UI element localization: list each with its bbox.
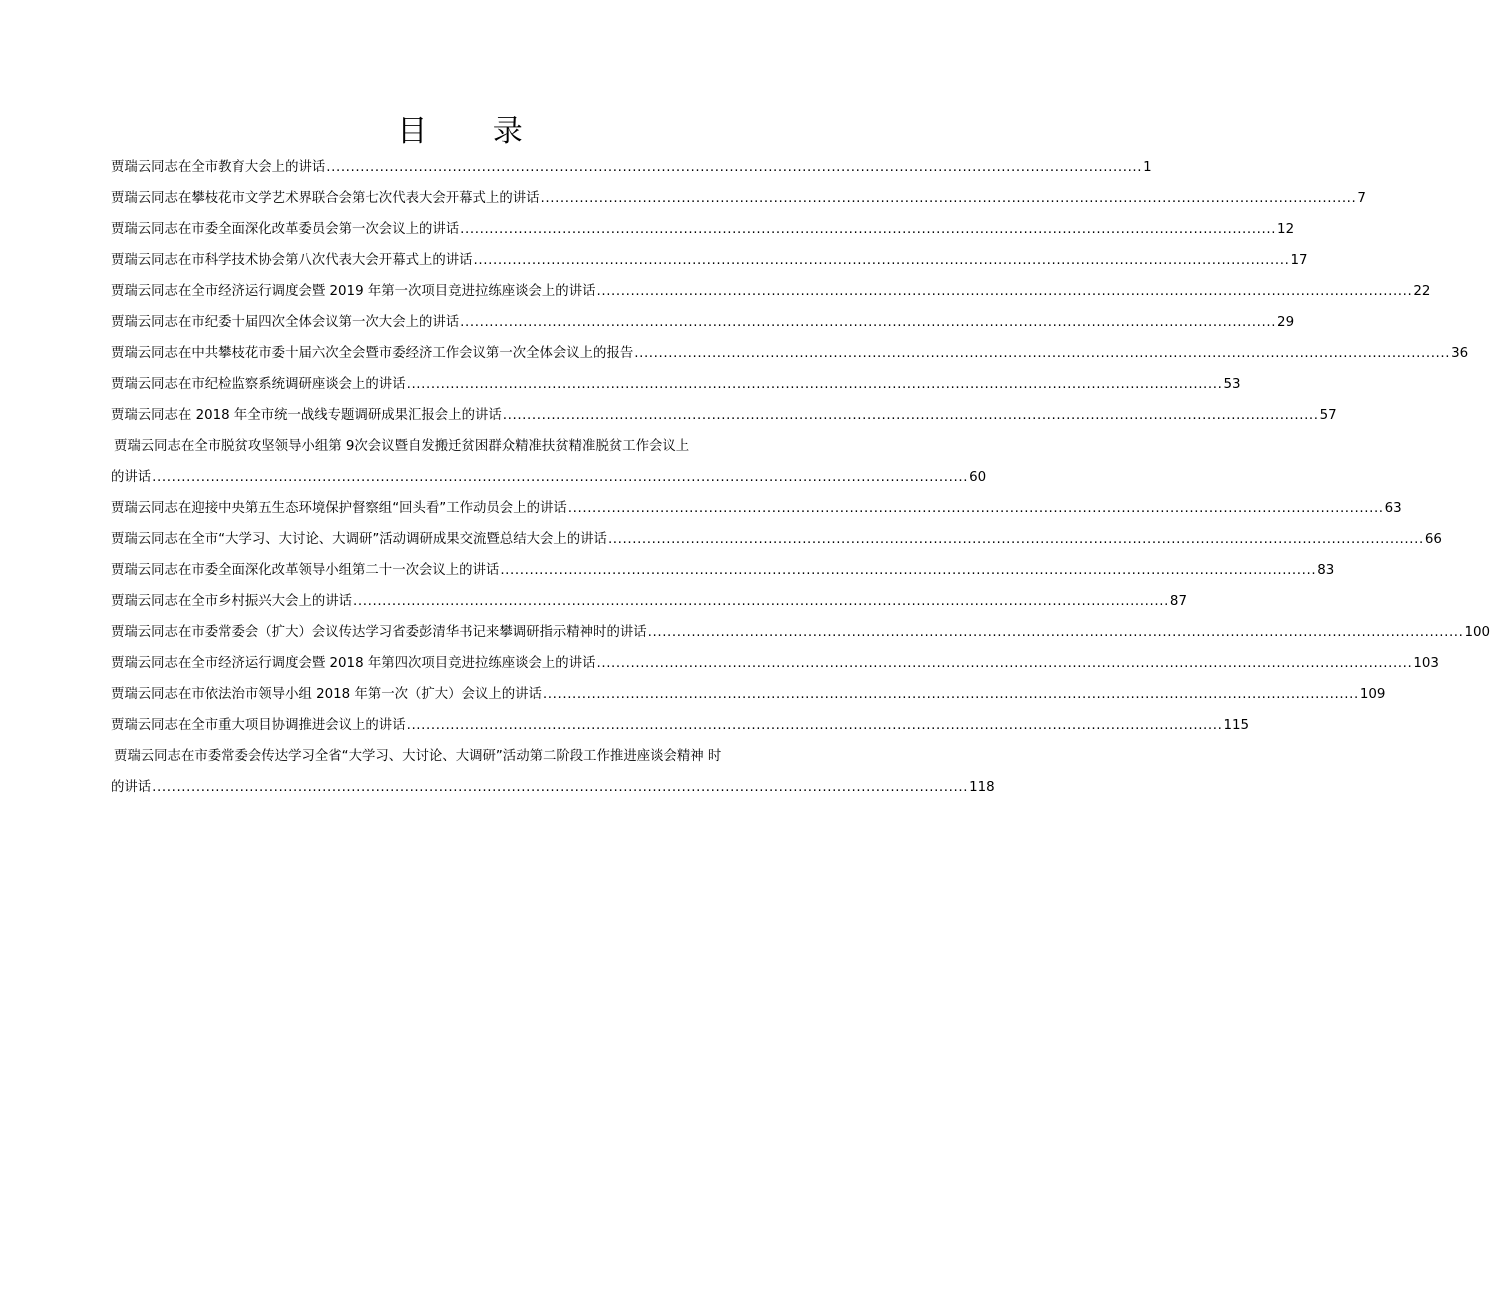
toc-entry-title: 贾瑞云同志在市纪委十届四次全体会议第一次大会上的讲话: [111, 315, 460, 330]
toc-entry-title: 贾瑞云同志在中共攀枝花市委十届六次全会暨市委经济工作会议第一次全体会议上的报告: [111, 346, 634, 361]
toc-entry[interactable]: [111, 679, 1386, 710]
toc-entry[interactable]: [111, 586, 1187, 617]
toc-page-number: 36: [1451, 346, 1469, 361]
toc-entry-title: 贾瑞云同志在攀枝花市文学艺术界联合会第七次代表大会开幕式上的讲话: [111, 191, 540, 206]
toc-entry-title: 贾瑞云同志在全市经济运行调度会暨 2018 年第四次项目竞进拉练座谈会上的讲话: [111, 656, 596, 671]
toc-entry-title: 贾瑞云同志在迎接中央第五生态环境保护督察组“回头看”工作动员会上的讲话: [111, 501, 567, 516]
toc-page-number: 103: [1413, 656, 1439, 671]
toc-page-number: 29: [1277, 315, 1295, 330]
toc-page-number: 115: [1223, 718, 1250, 733]
toc-page-number: 57: [1319, 408, 1337, 423]
toc-entry-title: 贾瑞云同志在市依法治市领导小组 2018 年第一次（扩大）会议上的讲话: [111, 687, 542, 702]
dot-leader: ........................................................................................................................................................................: [502, 408, 1319, 423]
page-title: 目 录: [397, 114, 551, 149]
toc-page-number: 100: [1464, 625, 1490, 640]
toc-page-number: 109: [1359, 687, 1386, 702]
toc-entry[interactable]: [111, 741, 995, 803]
toc-entry[interactable]: [111, 183, 1366, 214]
toc-page-number: 87: [1169, 594, 1187, 609]
toc-entry[interactable]: [111, 617, 1490, 648]
toc-entry[interactable]: [111, 493, 1402, 524]
toc-page-number: 22: [1413, 284, 1431, 299]
toc-entry[interactable]: [111, 431, 987, 493]
table-of-contents: [111, 152, 1490, 803]
toc-page-number: 63: [1384, 501, 1402, 516]
toc-page-number: 12: [1277, 222, 1295, 237]
toc-entry-title: 贾瑞云同志在全市“大学习、大讨论、大调研”活动调研成果交流暨总结大会上的讲话: [111, 532, 607, 547]
dot-leader: ........................................................................................................................................................................: [473, 253, 1290, 268]
toc-entry[interactable]: [111, 276, 1431, 307]
dot-leader: ........................................................................................................................................................................: [460, 222, 1277, 237]
toc-entry-title: 贾瑞云同志在市科学技术协会第八次代表大会开幕式上的讲话: [111, 253, 473, 268]
toc-page-number: 7: [1357, 191, 1366, 206]
dot-leader: ........................................................................................................................................................................: [406, 377, 1223, 392]
toc-entry[interactable]: [111, 400, 1337, 431]
toc-entry-title: 贾瑞云同志在市委常委会（扩大）会议传达学习省委彭清华书记来攀调研指示精神时的讲话: [111, 625, 647, 640]
dot-leader: ........................................................................................................................................................................: [353, 594, 1169, 609]
dot-leader: ........................................................................................................................................................................: [634, 346, 1451, 361]
dot-leader: ........................................................................................................................................................................: [540, 191, 1357, 206]
dot-leader: ........................................................................................................................................................................: [152, 470, 969, 485]
toc-entry[interactable]: [111, 245, 1308, 276]
toc-entry[interactable]: [111, 648, 1439, 679]
dot-leader: ........................................................................................................................................................................: [596, 656, 1413, 671]
toc-page-number: 1: [1143, 160, 1152, 175]
toc-entry-title: 贾瑞云同志在全市经济运行调度会暨 2019 年第一次项目竞进拉练座谈会上的讲话: [111, 284, 596, 299]
toc-entry[interactable]: [111, 369, 1241, 400]
toc-entry[interactable]: [111, 307, 1295, 338]
dot-leader: ........................................................................................................................................................................: [500, 563, 1317, 578]
toc-entry[interactable]: [111, 555, 1335, 586]
dot-leader: ........................................................................................................................................................................: [460, 315, 1277, 330]
toc-entry-title: 贾瑞云同志在市委常委会传达学习全省“大学习、大讨论、大调研”活动第二阶段工作推进座谈会精神 时: [114, 749, 722, 764]
dot-leader: ........................................................................................................................................................................: [596, 284, 1413, 299]
dot-leader: ........................................................................................................................................................................: [152, 780, 969, 795]
dot-leader: ........................................................................................................................................................................: [326, 160, 1143, 175]
dot-leader: ........................................................................................................................................................................: [607, 532, 1424, 547]
toc-entry[interactable]: [111, 338, 1469, 369]
dot-leader: ........................................................................................................................................................................: [406, 718, 1223, 733]
toc-page-number: 53: [1223, 377, 1241, 392]
dot-leader: ........................................................................................................................................................................: [542, 687, 1359, 702]
toc-entry[interactable]: [111, 524, 1442, 555]
toc-entry[interactable]: [111, 152, 1152, 183]
toc-entry-title: 贾瑞云同志在全市重大项目协调推进会议上的讲话: [111, 718, 406, 733]
toc-page-number: 66: [1424, 532, 1442, 547]
toc-entry[interactable]: [111, 710, 1250, 741]
toc-entry-title-continued: 的讲话: [111, 470, 152, 485]
toc-entry-title: 贾瑞云同志在全市教育大会上的讲话: [111, 160, 326, 175]
toc-entry-title: 贾瑞云同志在 2018 年全市统一战线专题调研成果汇报会上的讲话: [111, 408, 502, 423]
toc-entry-title: 贾瑞云同志在市纪检监察系统调研座谈会上的讲话: [111, 377, 406, 392]
toc-page-number: 60: [969, 470, 987, 485]
dot-leader: ........................................................................................................................................................................: [647, 625, 1464, 640]
toc-page-number: 83: [1317, 563, 1335, 578]
toc-entry-title-continued: 的讲话: [111, 780, 152, 795]
toc-entry-title: 贾瑞云同志在市委全面深化改革领导小组第二十一次会议上的讲话: [111, 563, 500, 578]
dot-leader: ........................................................................................................................................................................: [567, 501, 1384, 516]
toc-entry-title: 贾瑞云同志在市委全面深化改革委员会第一次会议上的讲话: [111, 222, 460, 237]
toc-entry[interactable]: [111, 214, 1295, 245]
toc-entry-title: 贾瑞云同志在全市乡村振兴大会上的讲话: [111, 594, 353, 609]
toc-page-number: 118: [969, 780, 995, 795]
toc-page-number: 17: [1290, 253, 1308, 268]
toc-entry-title: 贾瑞云同志在全市脱贫攻坚领导小组第 9次会议暨自发搬迁贫困群众精准扶贫精准脱贫工作会议上: [114, 439, 690, 454]
